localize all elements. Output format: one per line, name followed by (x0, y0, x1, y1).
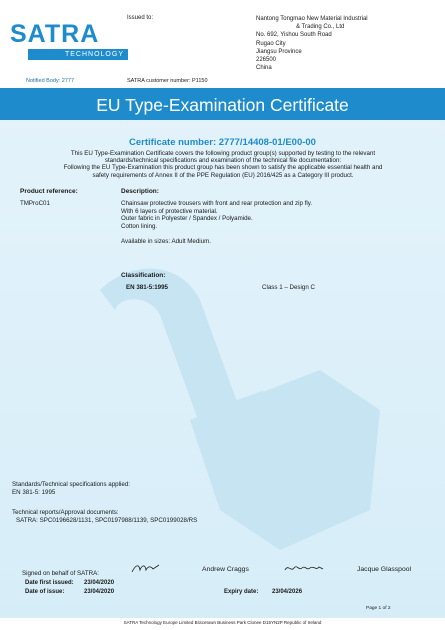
customer-number: SATRA customer number: P1150 (127, 78, 208, 84)
page-title: EU Type-Examination Certificate (0, 90, 445, 120)
address-line: & Trading Co., Ltd (296, 24, 345, 31)
standards-label: Standards/Technical specifications applied: (12, 481, 130, 488)
address-line: 226500 (256, 57, 277, 64)
description-line: Cotton lining. (121, 222, 158, 230)
signatory-2: Jacque Glasspool (357, 566, 412, 573)
date-first-issued: 23/04/2020 (84, 580, 115, 586)
description-line (121, 230, 401, 238)
reports-label: Technical reports/Approval documents: (12, 509, 119, 516)
description-label: Description: (121, 188, 159, 195)
intro-line: standards/technical specifications and examination of the technical file documentation: (104, 157, 342, 165)
address-line: Rugao City (256, 40, 286, 47)
header (0, 0, 445, 88)
signature-jacque-glasspool (284, 562, 324, 574)
classification-label: Classification: (121, 272, 166, 279)
classification-class: Class 1 – Design C (262, 284, 315, 291)
standards-value: EN 381-5: 1995 (12, 489, 56, 496)
classification-standard: EN 381-5:1995 (126, 284, 168, 291)
date-first-issued-label: Date first issued: (25, 580, 74, 586)
logo-subtitle: TECHNOLOGY (28, 49, 128, 60)
signatory-1: Andrew Craggs (202, 566, 249, 573)
date-of-issue-label: Date of issue: (25, 589, 65, 595)
expiry-date-label: Expiry date: (224, 589, 259, 595)
page-number: Page 1 of 2 (366, 606, 391, 611)
notified-body: Notified Body: 2777 (26, 78, 75, 84)
signed-label: Signed on behalf of SATRA: (22, 570, 99, 577)
description (121, 200, 401, 246)
signature-andrew-craggs (131, 562, 161, 574)
description-line: With 6 layers of protective material. (121, 207, 218, 215)
description-line: Outer fabric in Polyester / Spandex / Polyamide. (121, 215, 253, 223)
address-line: Nantong Tongmao New Material Industrial (256, 16, 368, 22)
description-line: Available in sizes: Adult Medium. (121, 237, 211, 245)
address-line: No. 692, Yishou South Road (256, 32, 332, 39)
description-line: Chainsaw protective trousers with front and rear protection and zip fly. (121, 200, 313, 207)
certificate-number: Certificate number: 2777/14408-01/E00-00 (129, 137, 316, 148)
reports-value: SATRA: SPC0196628/1131, SPC0197988/1139, SPC0199028/RS (16, 517, 198, 524)
address-line: China (256, 65, 272, 72)
intro-text (28, 150, 418, 179)
address-line: Jiangsu Province (256, 48, 302, 55)
intro-line: safety requirements of Annex II of the PPE Regulation (EU) 2016/425 as a Category III product. (92, 171, 354, 179)
date-of-issue: 23/04/2020 (84, 589, 115, 595)
logo-word: SATRA (10, 20, 100, 48)
satra-logo (10, 22, 122, 60)
intro-line: Following the EU Type-Examination this product group has been shown to satisfy the applicable essential health and (63, 164, 383, 172)
recipient-address (256, 15, 368, 72)
footer-address: SATRA Technology Europe Limited Bracetown Business Park Clonee D15YN2P Republic of Ireland (123, 620, 322, 625)
product-reference: TMProC01 (20, 200, 50, 207)
product-reference-label: Product reference: (20, 188, 78, 195)
intro-line: This EU Type-Examination Certificate covers the following product group(s) supported by testing to the relevant (70, 150, 376, 157)
expiry-date: 23/04/2026 (272, 589, 303, 595)
issued-to-label: Issued to: (127, 15, 154, 21)
